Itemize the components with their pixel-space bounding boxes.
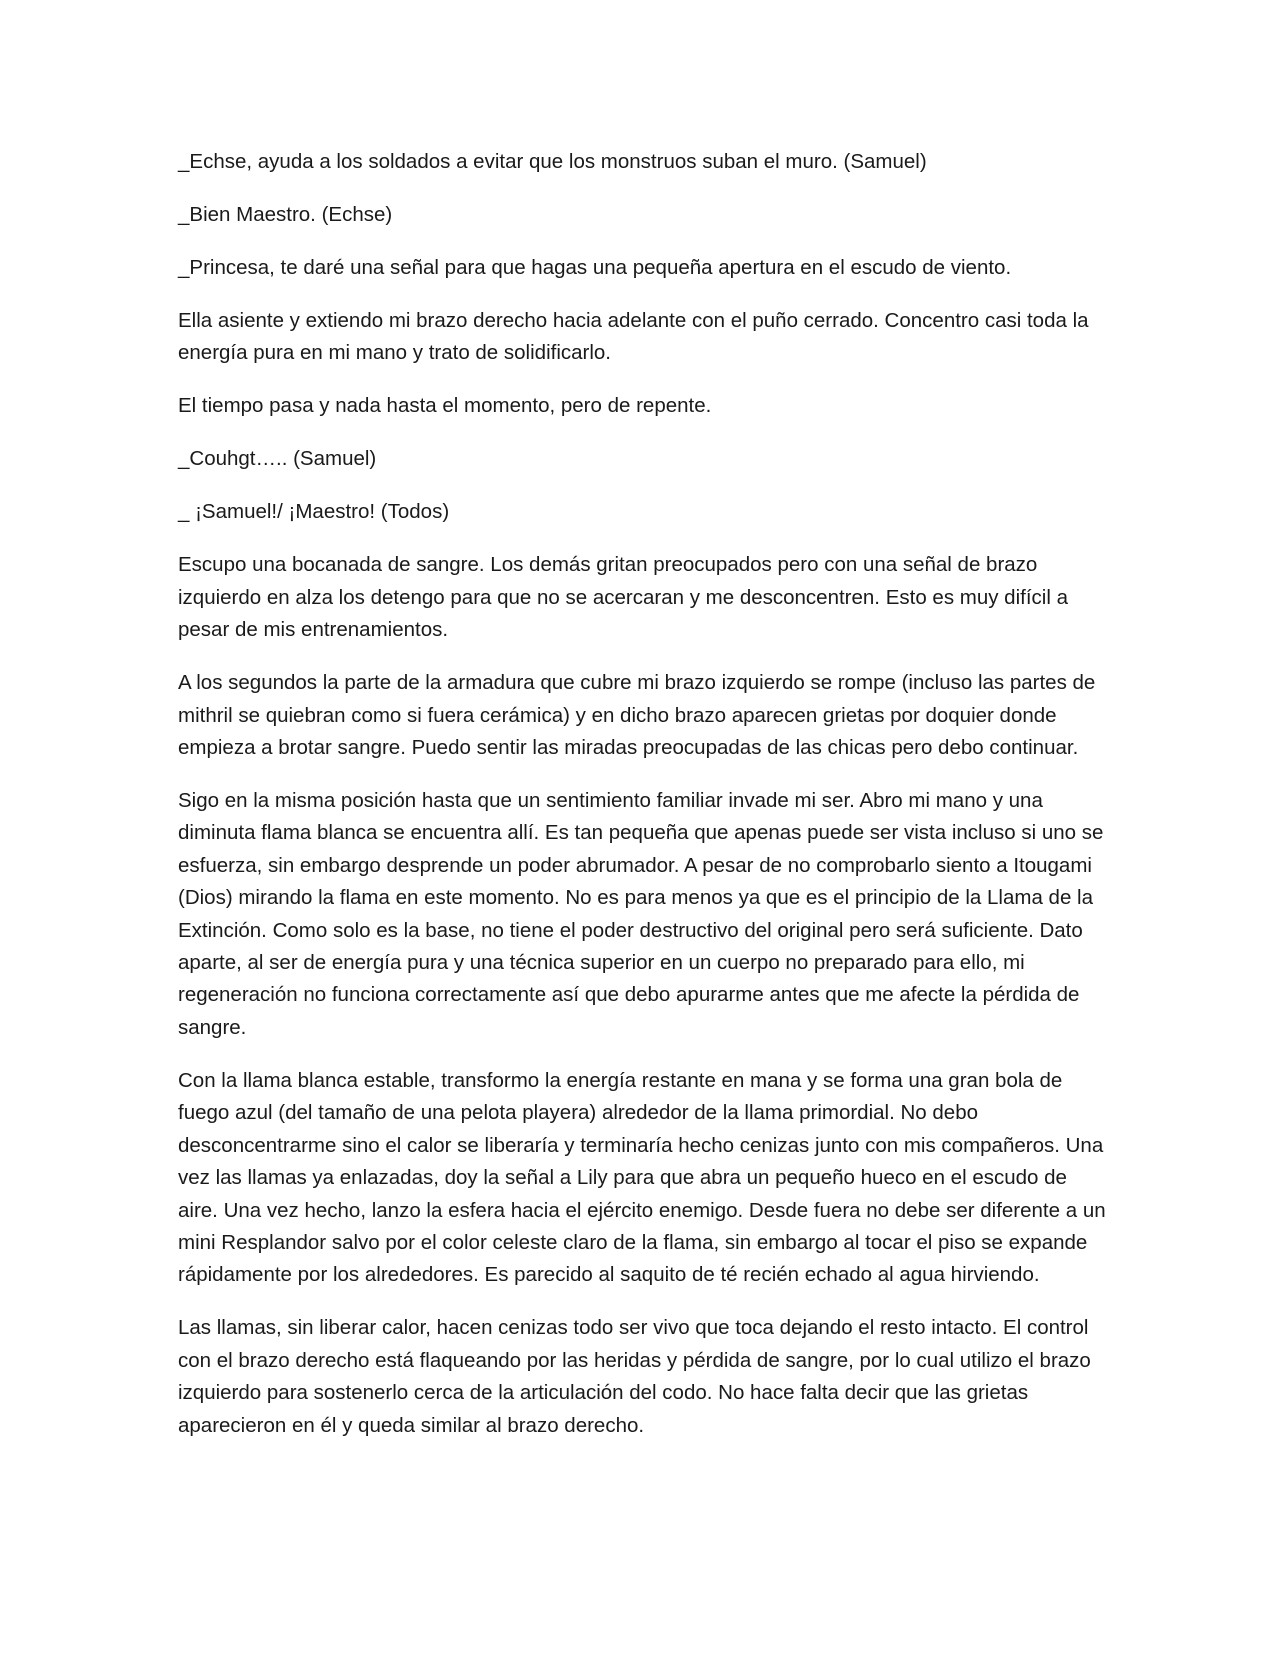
paragraph: Sigo en la misma posición hasta que un sentimiento familiar invade mi ser. Abro mi mano y una diminuta flama blanca se encuentra allí. Es tan pequeña que apenas puede ser vista incluso si uno se esfuerza, sin embargo desprende un poder abrumador. A pesar de no comprobarlo siento a Itougami (Dios) mirando la flama en este momento. No es para menos ya que es el principio de la Llama de la Extinción. Como solo es la base, no tiene el poder destructivo del original pero será suficiente. Dato aparte, al ser de energía pura y una técnica superior en un cuerpo no preparado para ello, mi regeneración no funciona correctamente así que debo apurarme antes que me afecte la pérdida de sangre. xyxy=(178,789,1104,1039)
paragraph: _Echse, ayuda a los soldados a evitar que los monstruos suban el muro. (Samuel) xyxy=(178,150,927,173)
paragraph: Con la llama blanca estable, transformo la energía restante en mana y se forma una gran bola de fuego azul (del tamaño de una pelota playera) alrededor de la llama primordial. No debo desconcentrarme sino el calor se liberaría y terminaría hecho cenizas junto con mis compañeros. Una vez las llamas ya enlazadas, doy la señal a Lily para que abra un pequeño hueco en el escudo de aire. Una vez hecho, lanzo la esfera hacia el ejército enemigo. Desde fuera no debe ser diferente a un mini Resplandor salvo por el color celeste claro de la flama, sin embargo al tocar el piso se expande rápidamente por los alrededores. Es parecido al saquito de té recién echado al agua hirviendo. xyxy=(178,1068,1106,1287)
paragraph: El tiempo pasa y nada hasta el momento, pero de repente. xyxy=(178,394,712,418)
paragraph: Las llamas, sin liberar calor, hacen cenizas todo ser vivo que toca dejando el resto intacto. El control con el brazo derecho está flaqueando por las heridas y pérdida de sangre, por lo cual utilizo el brazo izquierdo para sostenerlo cerca de la articulación del codo. No hace falta decir que las grietas aparecieron en él y queda similar al brazo derecho. xyxy=(178,1316,1091,1437)
document-body xyxy=(178,146,1108,1463)
paragraph: _ ¡Samuel!/ ¡Maestro! (Todos) xyxy=(178,500,450,524)
paragraph: _Couhgt….. (Samuel) xyxy=(178,447,377,471)
paragraph: Escupo una bocanada de sangre. Los demás gritan preocupados pero con una señal de brazo izquierdo en alza los detengo para que no se acercaran y me desconcentren. Esto es muy difícil a pesar de mis entrenamientos. xyxy=(178,553,1068,642)
paragraph: _Bien Maestro. (Echse) xyxy=(178,203,393,226)
paragraph: A los segundos la parte de la armadura que cubre mi brazo izquierdo se rompe (incluso las partes de mithril se quiebran como si fuera cerámica) y en dicho brazo aparecen grietas por doquier donde empieza a brotar sangre. Puedo sentir las miradas preocupadas de las chicas pero debo continuar. xyxy=(178,671,1096,760)
paragraph: _Princesa, te daré una señal para que hagas una pequeña apertura en el escudo de viento. xyxy=(178,256,1012,279)
paragraph: Ella asiente y extiendo mi brazo derecho hacia adelante con el puño cerrado. Concentro casi toda la energía pura en mi mano y trato de solidificarlo. xyxy=(178,309,1089,365)
